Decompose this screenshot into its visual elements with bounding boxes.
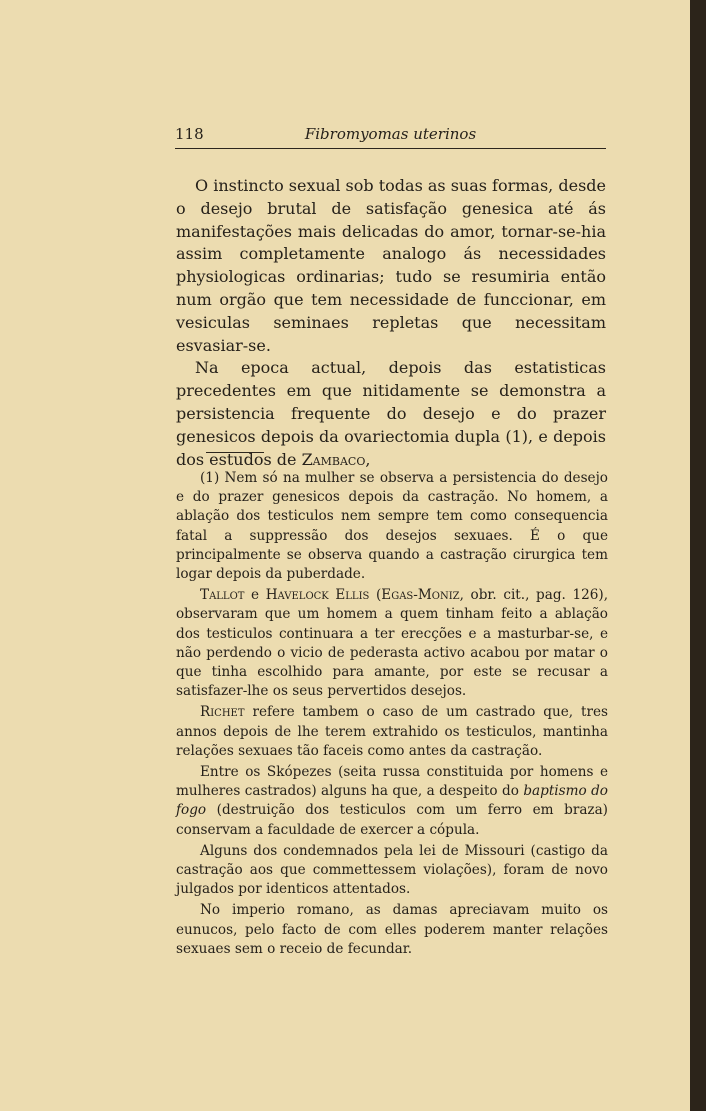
body-paragraph-1: O instincto sexual sob todas as suas formas, desde o desejo brutal de satisfação genesica até ás manifestações mais delicadas do amor, tornar-se-hia assim completamente analogo ás necessidades physiologicas ordinarias; tudo se resumiria então num orgão que tem necessidade de funccionar, em vesiculas seminaes repletas que necessitam esvasiar-se. bbox=[176, 176, 606, 355]
footnote-paragraph-2: Tallot e Havelock Ellis (Egas-Moniz, obr. cit., pag. 126), observaram que um homem a quem tinham feito a ablação dos testiculos continuara a ter erecções e a masturbar-se, e não perdendo o vicio de pederasta activo acabou por matar o que tinha escolhido para amante, por este se recusar a satisfazer-lhe os seus pervertidos desejos. bbox=[176, 587, 609, 700]
author-name-zambaco: Zambaco bbox=[301, 449, 366, 469]
footnote-rule bbox=[206, 452, 264, 453]
italic-phrase: baptismo do fogo bbox=[176, 783, 608, 819]
footnote-paragraph-5: Alguns dos condemnados pela lei de Missouri (castigo da castração aos que commettessem violações), foram de novo julgados por identicos attentados. bbox=[176, 842, 608, 898]
footnote-paragraph-3: Richet refere tambem o caso de um castrado que, tres annos depois de lhe terem extrahido os testiculos, mantinha relações sexuaes tão faceis como antes da castração. bbox=[176, 704, 608, 759]
author-name-richet: Richet bbox=[200, 704, 245, 721]
footnote-paragraph-4: Entre os Skópezes (seita russa constituida por homens e mulheres castrados) alguns ha que, a despeito do baptismo do fogo (destruição dos testiculos com um ferro em braza) conservam a faculdade de exercer a cópula. bbox=[176, 764, 608, 838]
running-title: Fibromyomas uterinos bbox=[304, 125, 477, 143]
running-head bbox=[175, 124, 606, 149]
footnote-paragraph-1: (1) Nem só na mulher se observa a persistencia do desejo e do prazer genesicos depois da castração. No homem, a ablação dos testiculos nem sempre tem como consequencia fatal a suppressão dos desejos sexuaes. É o que principalmente se observa quando a castração cirurgica tem logar depois da puberdade. bbox=[176, 470, 608, 583]
footnote-paragraph-6: No imperio romano, as damas apreciavam muito os eunucos, pelo facto de com elles poderem manter relações sexuaes sem o receio de fecundar. bbox=[176, 902, 608, 957]
author-name-tallot: Tallot bbox=[200, 587, 245, 604]
author-name-egas-moniz: Egas-Moniz bbox=[381, 587, 460, 604]
page-edge bbox=[690, 0, 706, 1111]
body-paragraph-2: Na epoca actual, depois das estatisticas precedentes em que nitidamente se demonstra a persistencia frequente do desejo e do prazer genesicos depois da ovariectomia dupla (1), e depois dos estudos de Zambaco, bbox=[176, 358, 606, 469]
body-text bbox=[176, 175, 606, 471]
footnotes bbox=[176, 469, 608, 961]
author-name-havelock-ellis: Havelock Ellis bbox=[265, 587, 370, 604]
page-number: 118 bbox=[175, 125, 204, 143]
